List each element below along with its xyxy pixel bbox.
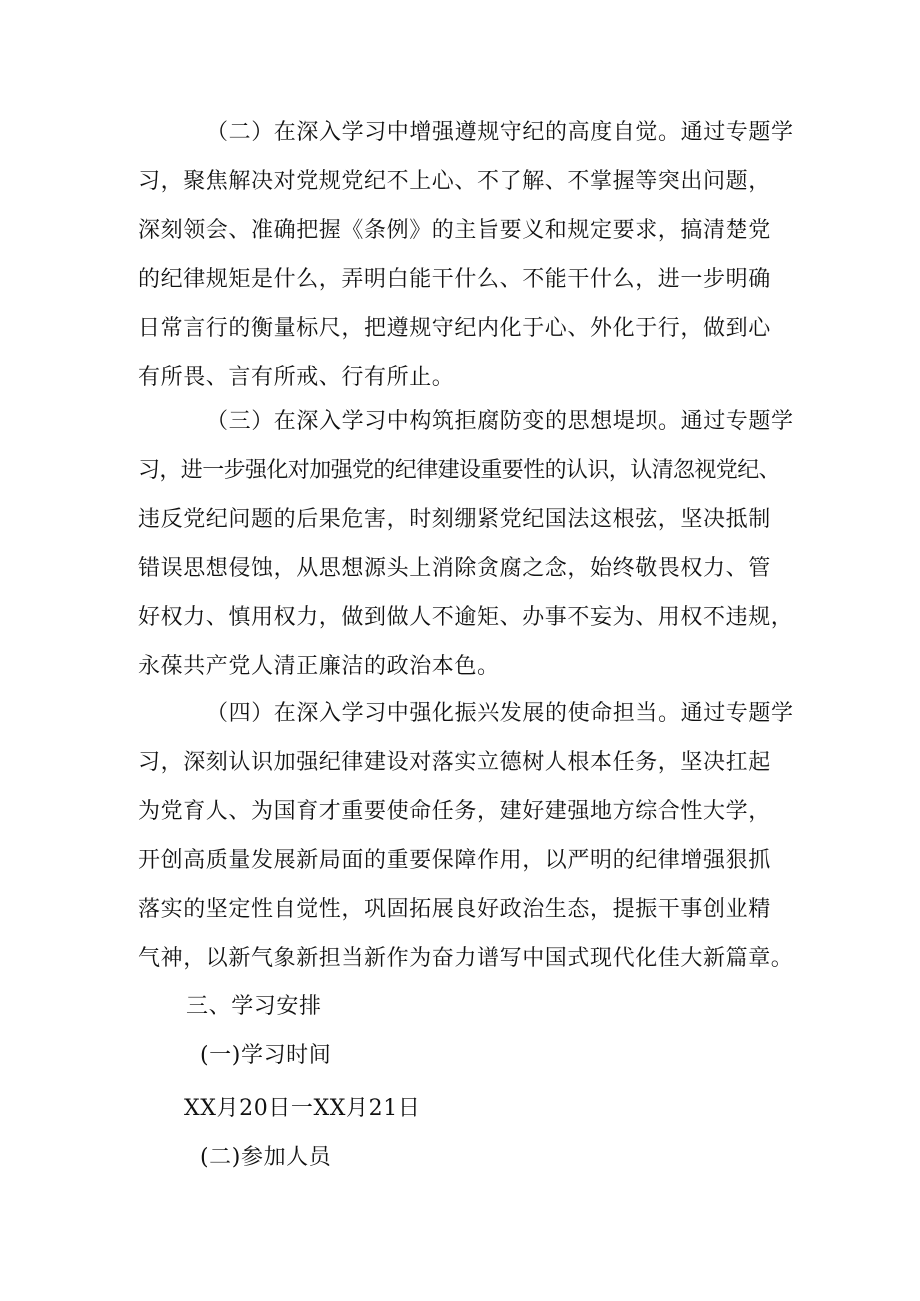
paragraph-line: 的纪律规矩是什么，弄明白能干什么、不能干什么，进一步明确 <box>138 267 771 292</box>
paragraph-line: 为党育人、为国育才重要使命任务，建好建强地方综合性大学， <box>138 799 771 824</box>
paragraph-line: 好权力、慎用权力，做到做人不逾矩、办事不妄为、用权不违规， <box>138 605 794 630</box>
paragraph-line: （二）在深入学习中增强遵规守纪的高度自觉。通过专题学 <box>206 120 794 145</box>
paragraph-line: 永葆共产党人清正廉洁的政治本色。 <box>138 654 500 679</box>
paragraph-line: 有所畏、言有所戒、行有所止。 <box>138 365 455 390</box>
paragraph-line: 日常言行的衡量标尺，把遵规守纪内化于心、外化于行，做到心 <box>138 316 771 341</box>
paragraph-4 <box>138 689 798 983</box>
paragraph-line: 习，进一步强化对加强党的纪律建设重要性的认识，认清忽视党纪、 <box>138 458 781 483</box>
paragraph-line: 深刻领会、准确把握《条例》的主旨要义和规定要求，搞清楚党 <box>138 218 771 243</box>
paragraph-2 <box>138 108 798 402</box>
paragraph-line: （四）在深入学习中强化振兴发展的使命担当。通过专题学 <box>206 701 794 726</box>
date-range: XX月20日一XX月21日 <box>184 1096 421 1121</box>
paragraph-line: 气神，以新气象新担当新作为奋力谱写中国式现代化佳大新篇章。 <box>138 946 794 971</box>
paragraph-line: 习，深刻认识加强纪律建设对落实立德树人根本任务，坚决扛起 <box>138 750 771 775</box>
section-heading: 三、学习安排 <box>186 994 322 1019</box>
paragraph-line: （三）在深入学习中构筑拒腐防变的思想堤坝。通过专题学 <box>206 409 794 434</box>
sub-heading-participants: (二)参加人员 <box>200 1145 332 1170</box>
paragraph-line: 违反党纪问题的后果危害，时刻绷紧党纪国法这根弦，坚决抵制 <box>138 507 771 532</box>
paragraph-line: 错误思想侵蚀，从思想源头上消除贪腐之念，始终敬畏权力、管 <box>138 556 771 581</box>
paragraph-line: 习，聚焦解决对党规党纪不上心、不了解、不掌握等突出问题， <box>138 169 771 194</box>
paragraph-line: 落实的坚定性自觉性，巩固拓展良好政治生态，提振干事创业精 <box>138 897 771 922</box>
sub-heading-study-time: (一)学习时间 <box>200 1043 332 1068</box>
paragraph-3 <box>138 397 798 691</box>
paragraph-line: 开创高质量发展新局面的重要保障作用，以严明的纪律增强狠抓 <box>138 848 771 873</box>
